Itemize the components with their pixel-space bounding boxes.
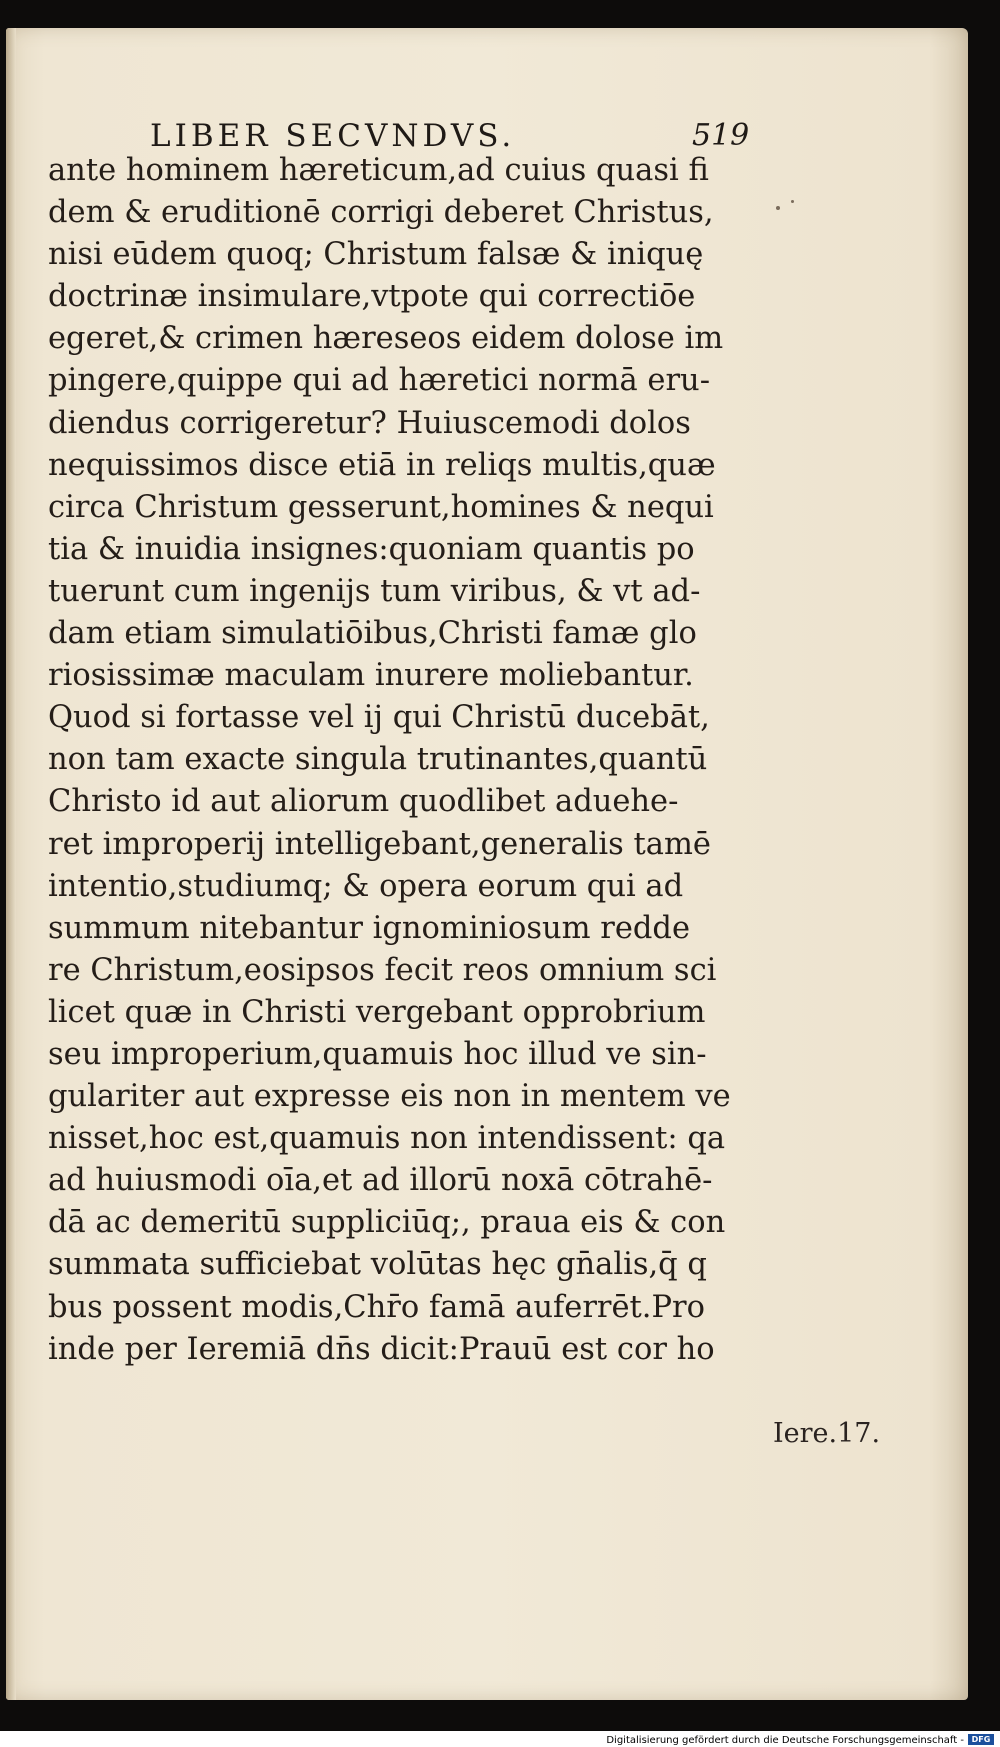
text-line: doctrinæ insimulare,vtpote qui correctiōe [48, 279, 696, 315]
dfg-logo: DFG [968, 1734, 994, 1745]
text-line: gulariter aut expresse eis non in mentem ve [48, 1079, 731, 1115]
text-line: re Christum,eosipsos fecit reos omnium sci [48, 952, 717, 988]
text-line: summum nitebantur ignominiosum redde [48, 910, 690, 946]
text-line: dam etiam simulatiōibus,Christi famæ glo [48, 616, 697, 652]
text-line: non tam exacte singula trutinantes,quantū [48, 742, 708, 778]
text-line: riosissimæ maculam inurere moliebantur. [48, 658, 694, 694]
text-line: seu improperium,quamuis hoc illud ve sin- [48, 1036, 707, 1072]
text-line: Quod si fortasse vel ij qui Christū ducebāt, [48, 700, 710, 736]
text-line: tia & inuidia insignes:quoniam quantis po [48, 531, 695, 567]
text-line: circa Christum gesserunt,homines & nequi [48, 489, 714, 525]
text-line: nequissimos disce etiā in reliqs multis,quæ [48, 447, 716, 483]
text-line: dem & eruditionē corrigi deberet Christus, [48, 195, 714, 231]
text-line: ret improperij intelligebant,generalis tamē [48, 826, 711, 862]
text-line: Christo id aut aliorum quodlibet aduehe- [48, 784, 679, 820]
text-block [48, 150, 760, 1371]
running-head: LIBER SECVNDVS. [150, 118, 516, 154]
marginal-note: Iere.17. [773, 1418, 881, 1449]
text-line: ante hominem hæreticum,ad cuius quasi fi [48, 153, 709, 188]
folio-number: 519 [692, 118, 750, 153]
text-line: dā ac demeritū suppliciūq;, praua eis & con [48, 1205, 726, 1241]
text-line: summata sufficiebat volūtas hęc gn̄alis,q̄ q [48, 1247, 707, 1283]
text-line: diendus corrigeretur? Huiuscemodi dolos [48, 405, 691, 441]
text-line: tuerunt cum ingenijs tum viribus, & vt ad- [48, 573, 701, 609]
footer-band [0, 1731, 1000, 1747]
paper-speck [791, 200, 794, 203]
text-line: ad huiusmodi oīa,et ad illorū noxā cōtrahē- [48, 1163, 713, 1199]
text-line: pingere,quippe qui ad hæretici normā eru- [48, 363, 711, 399]
text-line: nisi eūdem quoq; Christum falsæ & iniquę [48, 237, 704, 273]
text-line: egeret,& crimen hæreseos eidem dolose im [48, 321, 724, 357]
text-line: intentio,studiumq; & opera eorum qui ad [48, 868, 684, 904]
text-line: bus possent modis,Chr̄o famā auferrēt.Pro [48, 1289, 705, 1325]
paper-speck [776, 206, 780, 210]
funding-credit: Digitalisierung gefördert durch die Deutsche Forschungsgemeinschaft - [606, 1735, 964, 1746]
text-line: licet quæ in Christi vergebant opprobrium [48, 994, 706, 1030]
text-line: nisset,hoc est,quamuis non intendissent: qa [48, 1121, 726, 1157]
text-line: inde per Ieremiā dn̄s dicit:Prauū est cor ho [48, 1331, 715, 1367]
